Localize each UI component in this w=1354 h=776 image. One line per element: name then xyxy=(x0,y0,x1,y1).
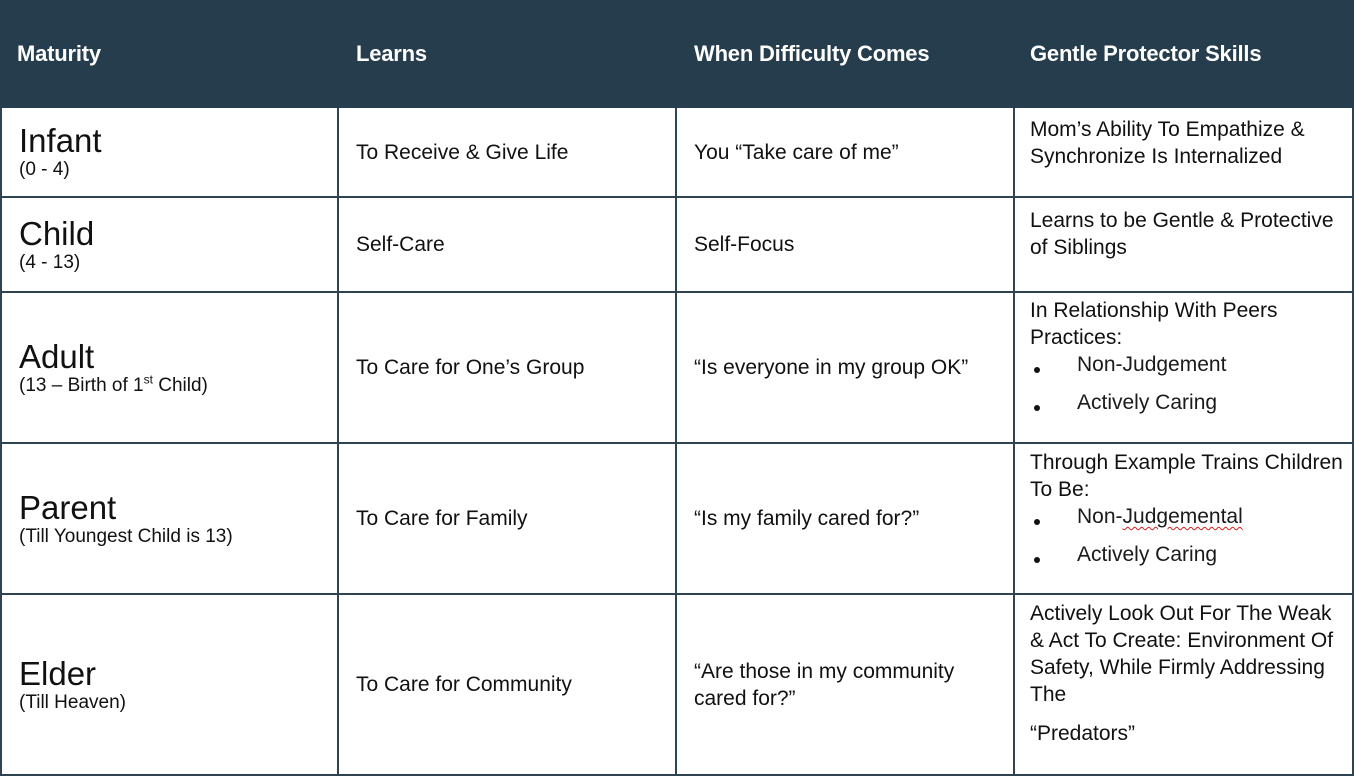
skills-cell xyxy=(1015,595,1354,774)
learns-cell xyxy=(339,198,677,291)
maturity-cell xyxy=(0,595,339,774)
stage-range-text: (13 – Birth of 1 xyxy=(19,374,144,396)
difficulty-text: You “Take care of me” xyxy=(694,140,899,164)
table-row-infant xyxy=(0,108,1354,198)
spellcheck-flagged-word: Judgemental xyxy=(1122,505,1243,528)
skills-bullet-list xyxy=(1030,351,1344,416)
difficulty-cell xyxy=(677,198,1015,291)
skills-cell xyxy=(1015,108,1354,196)
stage-name: Parent xyxy=(19,488,117,526)
maturity-cell xyxy=(0,293,339,442)
stage-range: (Till Heaven) xyxy=(19,691,126,713)
stage-name: Infant xyxy=(19,122,102,159)
skills-bullet: Non-Judgement xyxy=(1030,351,1344,378)
table-header-row xyxy=(0,0,1354,108)
learns-cell xyxy=(339,108,677,196)
stage-range: (Till Youngest Child is 13) xyxy=(19,525,233,547)
skills-text-predators: “Predators” xyxy=(1030,722,1136,745)
skills-cell xyxy=(1015,198,1354,291)
stage-range-ordinal: st xyxy=(143,372,153,387)
difficulty-text: “Are those in my community cared for?” xyxy=(694,659,955,710)
learns-cell xyxy=(339,293,677,442)
learns-text: To Care for Family xyxy=(356,507,528,530)
skills-bullet: Actively Caring xyxy=(1030,389,1344,416)
learns-text: To Receive & Give Life xyxy=(356,140,569,164)
learns-cell xyxy=(339,595,677,774)
maturity-cell xyxy=(0,444,339,593)
skills-bullet: Actively Caring xyxy=(1030,541,1344,568)
table-row-elder xyxy=(0,595,1354,776)
stage-range xyxy=(19,372,337,397)
stage-range-text-end: Child) xyxy=(152,374,208,396)
difficulty-text: Self-Focus xyxy=(694,233,795,256)
skills-text: In Relationship With Peers Practices: xyxy=(1030,299,1278,349)
header-learns: Learns xyxy=(356,41,427,66)
learns-text: Self-Care xyxy=(356,233,445,256)
learns-text: To Care for One’s Group xyxy=(356,356,585,379)
stage-name: Elder xyxy=(19,654,97,692)
difficulty-text: “Is my family cared for?” xyxy=(694,507,920,530)
stage-range: (0 - 4) xyxy=(19,159,70,180)
stage-range: (4 - 13) xyxy=(19,251,81,273)
stage-name: Adult xyxy=(19,337,95,375)
difficulty-cell xyxy=(677,108,1015,196)
skills-bullet xyxy=(1030,503,1344,530)
maturity-cell xyxy=(0,198,339,291)
maturity-cell xyxy=(0,108,339,196)
learns-cell xyxy=(339,444,677,593)
table-row-adult xyxy=(0,293,1354,444)
skills-bullet-list xyxy=(1030,503,1344,568)
difficulty-cell xyxy=(677,293,1015,442)
table-row-parent xyxy=(0,444,1354,595)
skills-text: Learns to be Gentle & Protective of Siblings xyxy=(1030,209,1334,259)
skills-text: Mom’s Ability To Empathize & Synchronize Is Internalized xyxy=(1030,118,1305,168)
difficulty-text: “Is everyone in my group OK” xyxy=(694,356,969,379)
header-when-difficulty-comes: When Difficulty Comes xyxy=(694,41,930,66)
skills-text: Through Example Trains Children To Be: xyxy=(1030,451,1343,501)
table-row-child xyxy=(0,198,1354,293)
skills-bullet-text: Non- xyxy=(1077,505,1123,528)
header-maturity: Maturity xyxy=(17,41,101,66)
stage-name: Child xyxy=(19,214,95,252)
skills-cell xyxy=(1015,444,1354,593)
difficulty-cell xyxy=(677,595,1015,774)
skills-text: Actively Look Out For The Weak & Act To Create: Environment Of Safety, While Firmly Addressing The xyxy=(1030,602,1334,706)
learns-text: To Care for Community xyxy=(356,673,572,696)
header-gentle-protector-skills: Gentle Protector Skills xyxy=(1030,41,1262,66)
difficulty-cell xyxy=(677,444,1015,593)
skills-cell xyxy=(1015,293,1354,442)
